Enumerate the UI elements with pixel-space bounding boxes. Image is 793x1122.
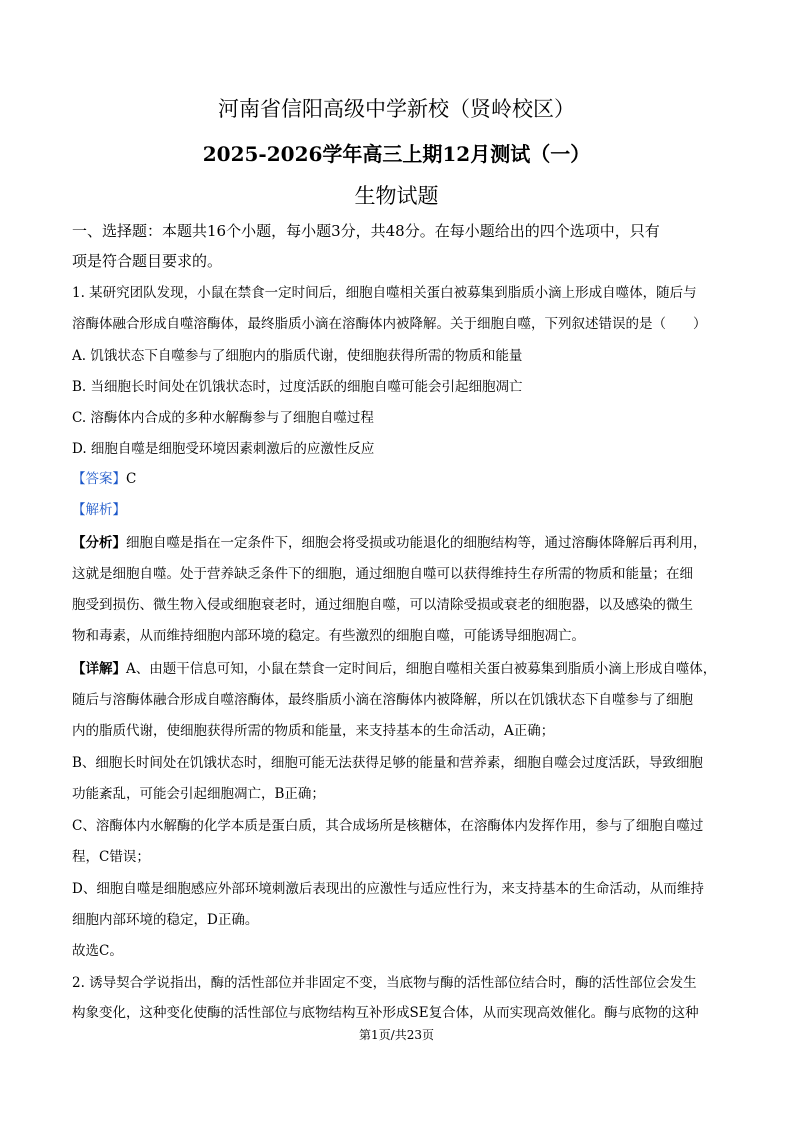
analysis-line4: 物和毒素，从而维持细胞内部环境的稳定。有些激烈的细胞自噬，可能诱导细胞凋亡。 [72, 628, 585, 644]
q1-option-c: C. 溶酶体内合成的多种水解酶参与了细胞自噬过程 [72, 410, 374, 426]
detail-line5: 功能紊乱，可能会引起细胞凋亡，B正确； [72, 786, 325, 802]
q1-stem-line1: 1. 某研究团队发现，小鼠在禁食一定时间后，细胞自噬相关蛋白被募集到脂质小滴上形成自噬体，随后与 [72, 285, 697, 301]
answer-tag: 【答案】 [72, 471, 126, 487]
explain-tag: 【解析】 [72, 502, 126, 518]
detail-text-1: A、由题干信息可知，小鼠在禁食一定时间后，细胞自噬相关蛋白被募集到脂质小滴上形成自噬体， [126, 661, 717, 677]
detail-line9: 细胞内部环境的稳定，D正确。 [72, 912, 259, 928]
section-instruction-line1: 一、选择题：本题共16个小题，每小题3分，共48分。在每小题给出的四个选项中，只有 [72, 222, 660, 240]
detail-line3: 内的脂质代谢，使细胞获得所需的物质和能量，来支持基本的生命活动，A正确； [72, 723, 555, 739]
page-footer: 第1页/共23页 [359, 1028, 434, 1042]
q1-conclusion: 故选C。 [72, 943, 123, 959]
analysis-line2: 这就是细胞自噬。处于营养缺乏条件下的细胞，通过细胞自噬可以获得维持生存所需的物质和能量；在细 [72, 566, 693, 582]
exam-title: 2025-2026学年高三上期12月测试（一） [202, 142, 591, 166]
q1-option-a: A. 饥饿状态下自噬参与了细胞内的脂质代谢，使细胞获得所需的物质和能量 [72, 348, 523, 364]
detail-line4: B、细胞长时间处在饥饿状态时，细胞可能无法获得足够的能量和营养素，细胞自噬会过度活跃，导致细胞 [72, 755, 703, 771]
answer-value: C [126, 471, 137, 487]
analysis-tag: 【分析】 [72, 535, 126, 551]
q1-option-d: D. 细胞自噬是细胞受环境因素刺激后的应激性反应 [72, 441, 375, 457]
analysis-line3: 胞受到损伤、微生物入侵或细胞衰老时，通过细胞自噬，可以清除受损或衰老的细胞器，以及感染的微生 [72, 597, 693, 613]
detail-line6: C、溶酶体内水解酶的化学本质是蛋白质，其合成场所是核糖体，在溶酶体内发挥作用，参与了细胞自噬过 [72, 818, 704, 834]
q1-answer [72, 469, 136, 489]
detail-line8: D、细胞自噬是细胞感应外部环境刺激后表现出的应激性与适应性行为，来支持基本的生命活动，从而维持 [72, 881, 704, 897]
q2-stem-line2: 构象变化，这种变化使酶的活性部位与底物结构互补形成SE复合体，从而实现高效催化。酶与底物的这种 [72, 1005, 699, 1021]
section-instruction-line2: 项是符合题目要求的。 [72, 252, 223, 270]
detail-tag: 【详解】 [72, 661, 126, 677]
analysis-text-1: 细胞自噬是指在一定条件下，细胞会将受损或功能退化的细胞结构等，通过溶酶体降解后再利用， [126, 535, 707, 551]
q1-option-b: B. 当细胞长时间处在饥饿状态时，过度活跃的细胞自噬可能会引起细胞凋亡 [72, 379, 523, 395]
detail-line2: 随后与溶酶体融合形成自噬溶酶体，最终脂质小滴在溶酶体内被降解，所以在饥饿状态下自噬参与了细胞 [72, 692, 693, 708]
detail-line1 [72, 659, 716, 679]
school-title: 河南省信阳高级中学新校（贤岭校区） [218, 97, 575, 121]
detail-line7: 程，C错误； [72, 849, 150, 865]
analysis-line1 [72, 533, 707, 553]
q2-stem-line1: 2. 诱导契合学说指出，酶的活性部位并非固定不变，当底物与酶的活性部位结合时，酶的活性部位会发生 [72, 975, 697, 991]
subject-title: 生物试题 [354, 184, 439, 208]
q1-stem-line2: 溶酶体融合形成自噬溶酶体，最终脂质小滴在溶酶体内被降解。关于细胞自噬，下列叙述错误的是（ ） [72, 316, 707, 332]
